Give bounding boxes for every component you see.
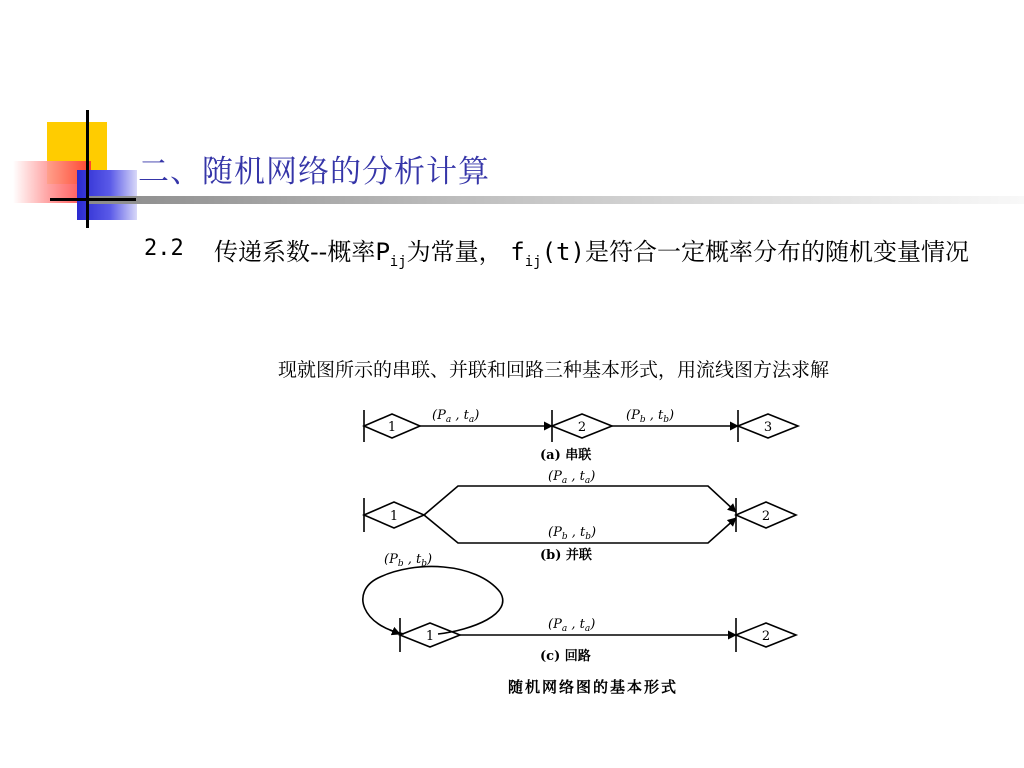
decor-vertical-line xyxy=(86,110,89,228)
subfigure-label-b: (b) 并联 xyxy=(540,548,592,563)
node-label: 2 xyxy=(761,509,771,524)
subfigure-label-c: (c) 回路 xyxy=(540,649,591,664)
subscript: ij xyxy=(524,254,542,270)
figure-title: 随机网络图的基本形式 xyxy=(508,678,679,696)
section-text-part: 传递系数--概率P xyxy=(214,238,390,266)
subfigure-label-a: (a) 串联 xyxy=(540,448,592,463)
slide-title: 二、随机网络的分析计算 xyxy=(138,154,490,190)
edge-label-loop: ($P_b$ , $t_b$) xyxy=(384,552,433,569)
node-label: 2 xyxy=(577,420,587,435)
edge-label-b: ($P_b$ , $t_b$) xyxy=(626,408,675,425)
section-number: 2.2 xyxy=(144,236,184,261)
random-network-figure xyxy=(350,398,820,704)
edge-label-a: ($P_a$ , $t_a$) xyxy=(432,408,480,425)
edge-label-bottom: ($P_b$ , $t_b$) xyxy=(548,525,597,542)
figure-caption: 现就图所示的串联、并联和回路三种基本形式，用流线图方法求解 xyxy=(278,359,830,381)
edge-top xyxy=(424,486,736,515)
edge-label-a: ($P_a$ , $t_a$) xyxy=(548,617,596,634)
edge-label-top: ($P_a$ , $t_a$) xyxy=(548,469,596,486)
section-text-part: f xyxy=(510,238,525,266)
node-label: 1 xyxy=(387,420,397,435)
node-label: 2 xyxy=(761,629,771,644)
title-underline xyxy=(88,196,1024,204)
subscript: ij xyxy=(389,254,407,270)
section-text-part: 是符合一定概率分布的随机变量情况 xyxy=(584,238,969,266)
section-text-part: (t) xyxy=(541,238,585,266)
section-text xyxy=(214,232,1004,282)
node-label: 1 xyxy=(389,509,399,524)
node-label: 1 xyxy=(425,629,435,644)
decor-horizontal-line xyxy=(50,198,136,201)
section-text-part: 为常量， xyxy=(406,238,503,266)
node-label: 3 xyxy=(763,420,773,435)
